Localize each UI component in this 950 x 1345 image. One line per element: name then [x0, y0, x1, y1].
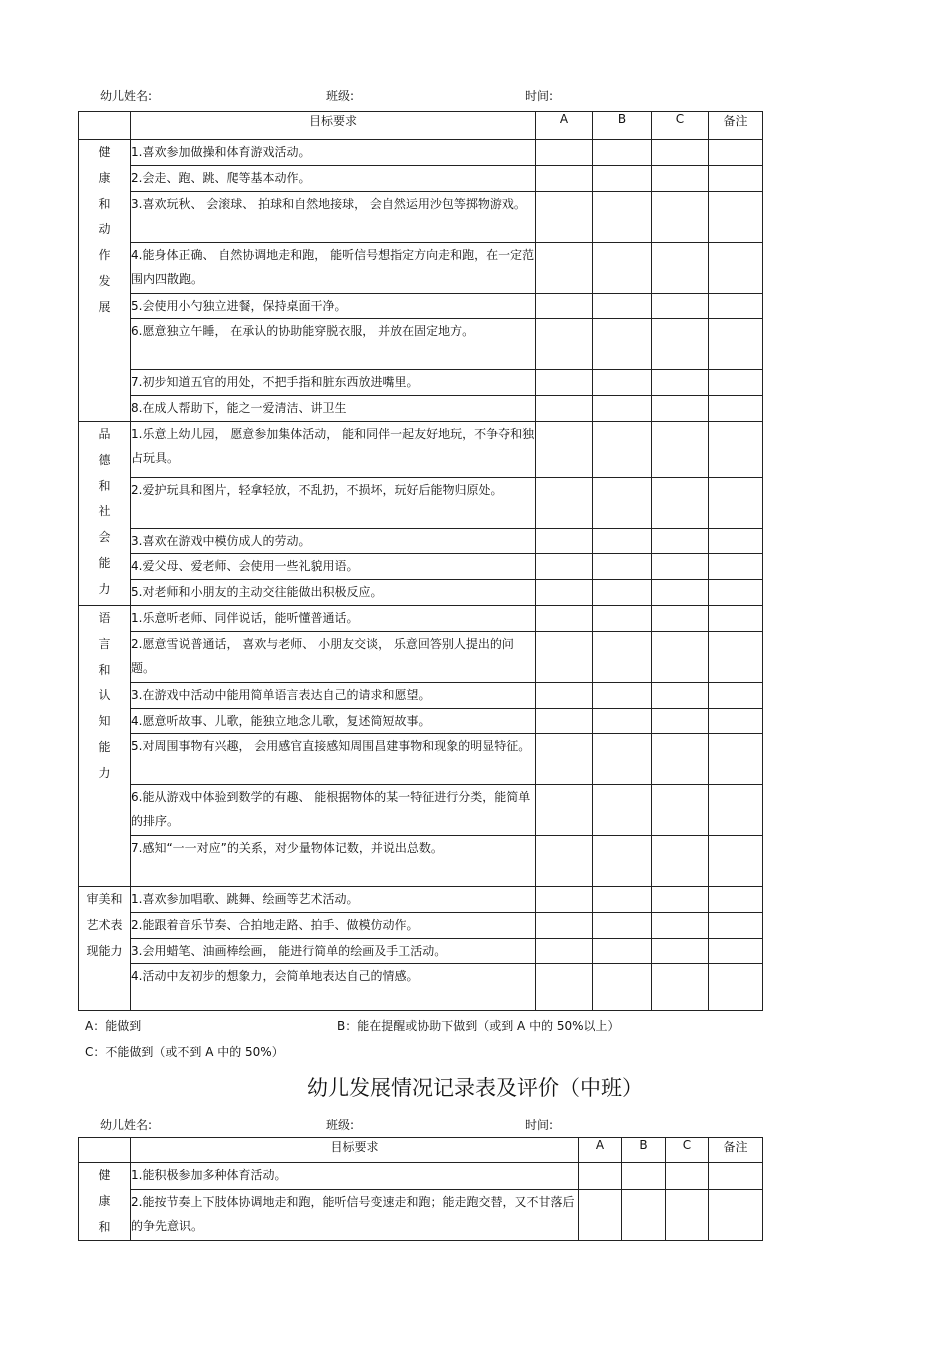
cell-b[interactable]: [593, 913, 652, 939]
cell-note[interactable]: [709, 939, 763, 964]
cell-a[interactable]: [536, 192, 593, 243]
cell-c[interactable]: [652, 192, 709, 243]
table-row: 4.愿意听故事、儿歌，能独立地念儿歌，复述简短故事。: [131, 709, 536, 734]
table-row: 6.愿意独立午睡， 在承认的协助能穿脱衣服， 并放在固定地方。: [131, 319, 536, 370]
cell-note[interactable]: [709, 913, 763, 939]
cell-b[interactable]: [593, 580, 652, 606]
cell-c[interactable]: [652, 939, 709, 964]
table-row: 8.在成人帮助下，能之一爱清洁、讲卫生: [131, 396, 536, 422]
header-empty: [79, 1138, 131, 1163]
cell-note[interactable]: [709, 243, 763, 294]
evaluation-table-1: [78, 111, 763, 1011]
header-note: 备注: [709, 1138, 763, 1163]
cell-b[interactable]: [622, 1190, 666, 1241]
table-row: 2.能跟着音乐节奏、合拍地走路、拍手、做模仿动作。: [131, 913, 536, 939]
cell-b[interactable]: [622, 1163, 666, 1190]
table-row: 1.乐意上幼儿园， 愿意参加集体活动， 能和同伴一起友好地玩，不争夺和独占玩具。: [131, 422, 536, 478]
cell-c[interactable]: [652, 554, 709, 580]
cell-c[interactable]: [652, 709, 709, 734]
cell-note[interactable]: [709, 964, 763, 1011]
cell-b[interactable]: [593, 166, 652, 192]
cell-b[interactable]: [593, 192, 652, 243]
cell-b[interactable]: [593, 939, 652, 964]
cell-b[interactable]: [593, 243, 652, 294]
cell-c[interactable]: [652, 785, 709, 836]
table-row: 2.会走、跑、跳、爬等基本动作。: [131, 166, 536, 192]
table-row: 4.能身体正确、 自然协调地走和跑， 能听信号想指定方向走和跑，在一定范围内四散跑。: [131, 243, 536, 294]
cell-c[interactable]: [652, 734, 709, 785]
header-b: B: [622, 1138, 666, 1163]
cell-c[interactable]: [652, 632, 709, 683]
cell-c[interactable]: [652, 478, 709, 529]
table-row: 1.喜欢参加做操和体育游戏活动。: [131, 140, 536, 166]
cell-c[interactable]: [652, 580, 709, 606]
category-label: 语言和认知能力: [98, 611, 111, 780]
cell-c[interactable]: [652, 243, 709, 294]
table-row: 5.对周围事物有兴趣， 会用感官直接感知周围昌建事物和现象的明显特征。: [131, 734, 536, 785]
cell-note[interactable]: [709, 478, 763, 529]
cell-a[interactable]: [536, 606, 593, 632]
cell-b[interactable]: [593, 964, 652, 1011]
cell-c[interactable]: [666, 1190, 709, 1241]
header-c: C: [652, 112, 709, 140]
table-row: 3.喜欢在游戏中模仿成人的劳动。: [131, 529, 536, 554]
cell-note[interactable]: [709, 683, 763, 709]
header-empty: [79, 112, 131, 140]
cell-note[interactable]: [709, 1190, 763, 1241]
cell-a[interactable]: [536, 396, 593, 422]
cell-b[interactable]: [593, 785, 652, 836]
header-goal: 目标要求: [131, 112, 536, 140]
cell-a[interactable]: [536, 422, 593, 478]
time-label: 时间:: [525, 89, 554, 103]
cell-b[interactable]: [593, 683, 652, 709]
table-row: 1.喜欢参加唱歌、跳舞、绘画等艺术活动。: [131, 887, 536, 913]
cell-c[interactable]: [652, 294, 709, 319]
category-health: [79, 140, 131, 422]
page-title: 幼儿发展情况记录表及评价（中班）: [307, 1076, 643, 1100]
cell-note[interactable]: [709, 836, 763, 887]
cell-b[interactable]: [593, 606, 652, 632]
legend-c: C：不能做到（或不到 A 中的 50%）: [85, 1045, 284, 1059]
cell-a[interactable]: [536, 939, 593, 964]
legend-b: B：能在提醒或协助下做到（或到 A 中的 50%以上）: [337, 1019, 620, 1033]
cell-note[interactable]: [709, 294, 763, 319]
table-row: 2.愿意雪说普通话， 喜欢与老师、 小朋友交谈， 乐意回答别人提出的问题。: [131, 632, 536, 683]
cell-a[interactable]: [536, 580, 593, 606]
cell-note[interactable]: [709, 140, 763, 166]
header-a: A: [579, 1138, 622, 1163]
cell-a[interactable]: [536, 913, 593, 939]
cell-note[interactable]: [709, 192, 763, 243]
table-row: 6.能从游戏中体验到数学的有趣、 能根据物体的某一特征进行分类，能简单的排序。: [131, 785, 536, 836]
form2-info-row: [78, 1116, 762, 1134]
cell-a[interactable]: [536, 836, 593, 887]
table-row: 1.乐意听老师、同伴说话，能听懂普通话。: [131, 606, 536, 632]
table-row: 3.在游戏中活动中能用简单语言表达自己的请求和愿望。: [131, 683, 536, 709]
cell-a[interactable]: [536, 478, 593, 529]
cell-c[interactable]: [666, 1163, 709, 1190]
cell-a[interactable]: [536, 785, 593, 836]
cell-note[interactable]: [709, 887, 763, 913]
cell-a[interactable]: [536, 319, 593, 370]
table-row: 7.初步知道五官的用处，不把手指和脏东西放进嘴里。: [131, 370, 536, 396]
table-row: 1.能积极参加多种体育活动。: [131, 1163, 579, 1190]
cell-note[interactable]: [709, 1163, 763, 1190]
cell-c[interactable]: [652, 396, 709, 422]
table-row: 3.会用蜡笔、油画棒绘画， 能进行简单的绘画及手工活动。: [131, 939, 536, 964]
table-row: 2.能按节奏上下肢体协调地走和跑，能听信号变速走和跑；能走跑交替，又不甘落后的争先意识。: [131, 1190, 579, 1241]
category-label: 健康和动作发展: [98, 145, 111, 314]
cell-b[interactable]: [593, 632, 652, 683]
table-row: 7.感知“一一对应”的关系，对少量物体记数，并说出总数。: [131, 836, 536, 887]
cell-a[interactable]: [579, 1163, 622, 1190]
cell-a[interactable]: [536, 243, 593, 294]
cell-b[interactable]: [593, 887, 652, 913]
cell-note[interactable]: [709, 734, 763, 785]
cell-a[interactable]: [536, 964, 593, 1011]
cell-a[interactable]: [536, 529, 593, 554]
cell-c[interactable]: [652, 836, 709, 887]
category-label: 审美和艺术表现能力: [86, 892, 123, 958]
header-note: 备注: [709, 112, 763, 140]
header-b: B: [593, 112, 652, 140]
cell-b[interactable]: [593, 370, 652, 396]
cell-note[interactable]: [709, 709, 763, 734]
cell-note[interactable]: [709, 785, 763, 836]
form1-info-row: [78, 87, 762, 105]
cell-note[interactable]: [709, 319, 763, 370]
table-row: 2.爱护玩具和图片，轻拿轻放，不乱扔，不损坏，玩好后能物归原处。: [131, 478, 536, 529]
cell-a[interactable]: [536, 734, 593, 785]
time-label: 时间:: [525, 1118, 554, 1132]
class-label: 班级:: [326, 1118, 355, 1132]
header-c: C: [666, 1138, 709, 1163]
class-label: 班级:: [326, 89, 355, 103]
cell-b[interactable]: [593, 554, 652, 580]
cell-note[interactable]: [709, 632, 763, 683]
cell-c[interactable]: [652, 964, 709, 1011]
cell-c[interactable]: [652, 913, 709, 939]
category-language: [79, 606, 131, 887]
cell-b[interactable]: [593, 319, 652, 370]
cell-b[interactable]: [593, 294, 652, 319]
cell-a[interactable]: [579, 1190, 622, 1241]
cell-c[interactable]: [652, 683, 709, 709]
cell-a[interactable]: [536, 709, 593, 734]
cell-note[interactable]: [709, 529, 763, 554]
cell-c[interactable]: [652, 319, 709, 370]
table-row: 5.对老师和小朋友的主动交往能做出积极反应。: [131, 580, 536, 606]
cell-c[interactable]: [652, 422, 709, 478]
cell-a[interactable]: [536, 294, 593, 319]
cell-c[interactable]: [652, 166, 709, 192]
evaluation-table-2: [78, 1137, 763, 1241]
cell-a[interactable]: [536, 632, 593, 683]
cell-b[interactable]: [593, 140, 652, 166]
cell-b[interactable]: [593, 709, 652, 734]
cell-c[interactable]: [652, 370, 709, 396]
cell-b[interactable]: [593, 478, 652, 529]
cell-note[interactable]: [709, 370, 763, 396]
category-label: 健康和: [98, 1168, 111, 1234]
cell-a[interactable]: [536, 370, 593, 396]
child-name-label: 幼儿姓名:: [100, 89, 153, 103]
cell-b[interactable]: [593, 396, 652, 422]
cell-b[interactable]: [593, 836, 652, 887]
cell-a[interactable]: [536, 887, 593, 913]
cell-c[interactable]: [652, 606, 709, 632]
category-health: [79, 1163, 131, 1241]
cell-a[interactable]: [536, 140, 593, 166]
table-row: 5.会使用小勺独立进餐，保持桌面干净。: [131, 294, 536, 319]
table-row: 3.喜欢玩秋、 会滚球、 拍球和自然地接球， 会自然运用沙包等掷物游戏。: [131, 192, 536, 243]
cell-note[interactable]: [709, 554, 763, 580]
cell-note[interactable]: [709, 606, 763, 632]
header-a: A: [536, 112, 593, 140]
cell-a[interactable]: [536, 554, 593, 580]
cell-note[interactable]: [709, 580, 763, 606]
cell-c[interactable]: [652, 140, 709, 166]
cell-note[interactable]: [709, 166, 763, 192]
cell-b[interactable]: [593, 422, 652, 478]
table-row: 4.活动中友初步的想象力，会简单地表达自己的情感。: [131, 964, 536, 1011]
cell-note[interactable]: [709, 396, 763, 422]
category-label: 品德和社会能力: [98, 427, 111, 596]
cell-b[interactable]: [593, 529, 652, 554]
category-aesthetics: [79, 887, 131, 1011]
header-goal: 目标要求: [131, 1138, 579, 1163]
cell-b[interactable]: [593, 734, 652, 785]
child-name-label: 幼儿姓名:: [100, 1118, 153, 1132]
category-morality: [79, 422, 131, 606]
cell-c[interactable]: [652, 529, 709, 554]
table-row: 4.爱父母、爱老师、会使用一些礼貌用语。: [131, 554, 536, 580]
legend-a: A：能做到: [85, 1019, 142, 1033]
cell-a[interactable]: [536, 683, 593, 709]
cell-a[interactable]: [536, 166, 593, 192]
cell-note[interactable]: [709, 422, 763, 478]
cell-c[interactable]: [652, 887, 709, 913]
